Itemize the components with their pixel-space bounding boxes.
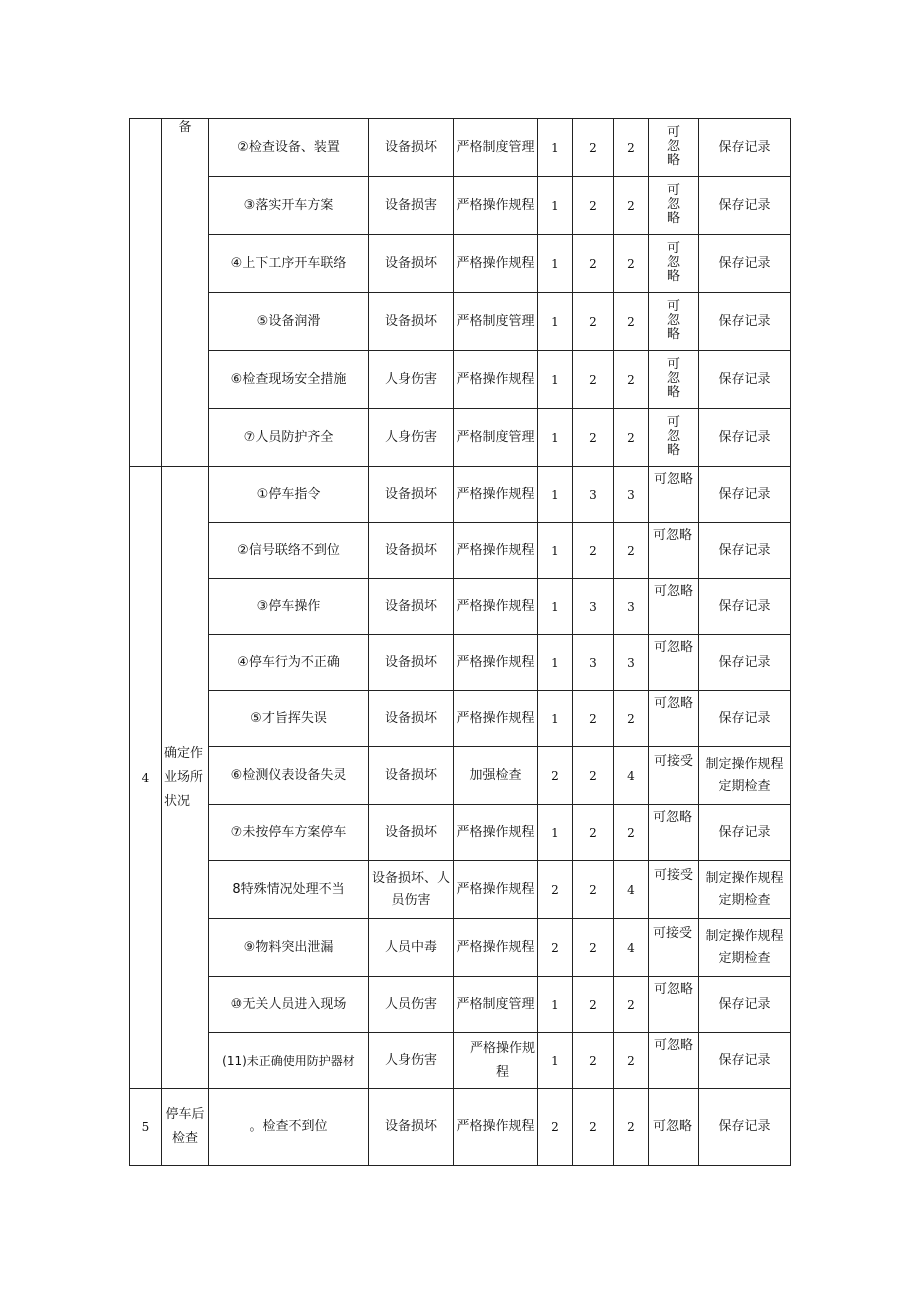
risk-cell: 2 [614, 977, 649, 1033]
no-cell: 5 [130, 1089, 162, 1166]
risk-cell: 2 [614, 1033, 649, 1089]
risk-cell: 2 [614, 119, 649, 177]
likelihood-cell: 1 [538, 119, 573, 177]
severity-cell: 3 [573, 467, 614, 523]
action-cell: 制定操作规程定期检查 [699, 919, 791, 977]
no-cell: 4 [130, 467, 162, 1089]
measure-cell: 严格制度管理 [454, 119, 538, 177]
risk-cell: 2 [614, 351, 649, 409]
consequence-cell: 设备损坏 [369, 235, 454, 293]
likelihood-cell: 1 [538, 635, 573, 691]
action-cell: 保存记录 [699, 409, 791, 467]
step-cell: ④上下工序开车联络 [209, 235, 369, 293]
level-cell: 可忽略 [649, 409, 699, 467]
step-cell: ③停车操作 [209, 579, 369, 635]
severity-cell: 2 [573, 523, 614, 579]
measure-cell: 严格操作规程 [454, 351, 538, 409]
risk-cell: 3 [614, 467, 649, 523]
step-cell: ⑤才旨挥失误 [209, 691, 369, 747]
measure-cell: 严格操作规程 [454, 1033, 538, 1089]
step-cell: (11)未正确使用防护器材 [209, 1033, 369, 1089]
step-cell: ⑩无关人员进入现场 [209, 977, 369, 1033]
risk-cell: 2 [614, 523, 649, 579]
risk-cell: 2 [614, 293, 649, 351]
action-cell: 保存记录 [699, 977, 791, 1033]
action-cell: 保存记录 [699, 467, 791, 523]
severity-cell: 2 [573, 977, 614, 1033]
table-row [130, 119, 791, 177]
severity-cell: 2 [573, 1033, 614, 1089]
consequence-cell: 设备损坏 [369, 747, 454, 805]
risk-cell: 4 [614, 747, 649, 805]
step-cell: ⑦人员防护齐全 [209, 409, 369, 467]
risk-cell: 2 [614, 235, 649, 293]
consequence-cell: 设备损坏 [369, 1089, 454, 1166]
table-row [130, 805, 791, 861]
severity-cell: 3 [573, 635, 614, 691]
table-row [130, 409, 791, 467]
measure-cell: 严格操作规程 [454, 1089, 538, 1166]
severity-cell: 2 [573, 919, 614, 977]
consequence-cell: 设备损坏 [369, 293, 454, 351]
action-cell: 保存记录 [699, 235, 791, 293]
risk-cell: 2 [614, 691, 649, 747]
table-row [130, 691, 791, 747]
level-cell: 可忽略 [649, 977, 699, 1033]
action-cell: 制定操作规程定期检查 [699, 747, 791, 805]
level-cell: 可忽略 [649, 351, 699, 409]
likelihood-cell: 1 [538, 805, 573, 861]
action-cell: 保存记录 [699, 805, 791, 861]
action-cell: 保存记录 [699, 293, 791, 351]
step-cell: ①停车指令 [209, 467, 369, 523]
risk-cell: 2 [614, 805, 649, 861]
level-cell: 可忽略 [649, 635, 699, 691]
action-cell: 保存记录 [699, 1033, 791, 1089]
risk-cell: 4 [614, 919, 649, 977]
severity-cell: 2 [573, 409, 614, 467]
severity-cell: 3 [573, 579, 614, 635]
risk-cell: 3 [614, 635, 649, 691]
level-cell: 可忽略 [649, 1033, 699, 1089]
table-row [130, 579, 791, 635]
action-cell: 保存记录 [699, 177, 791, 235]
step-cell: ⑤设备润滑 [209, 293, 369, 351]
step-cell: ⑥检查现场安全措施 [209, 351, 369, 409]
level-cell: 可接受 [649, 861, 699, 919]
action-cell: 保存记录 [699, 351, 791, 409]
level-cell: 可忽略 [649, 293, 699, 351]
likelihood-cell: 1 [538, 467, 573, 523]
consequence-cell: 设备损坏、人员伤害 [369, 861, 454, 919]
severity-cell: 2 [573, 235, 614, 293]
step-cell: 。检查不到位 [209, 1089, 369, 1166]
table-row [130, 919, 791, 977]
likelihood-cell: 1 [538, 177, 573, 235]
action-cell: 保存记录 [699, 691, 791, 747]
level-cell: 可忽略 [649, 523, 699, 579]
step-cell: ⑨物料突出泄漏 [209, 919, 369, 977]
step-cell: ④停车行为不正确 [209, 635, 369, 691]
table-row [130, 293, 791, 351]
measure-cell: 严格操作规程 [454, 177, 538, 235]
level-cell: 可忽略 [649, 467, 699, 523]
level-cell: 可忽略 [649, 805, 699, 861]
measure-cell: 严格操作规程 [454, 235, 538, 293]
consequence-cell: 设备损坏 [369, 691, 454, 747]
likelihood-cell: 1 [538, 293, 573, 351]
likelihood-cell: 2 [538, 1089, 573, 1166]
likelihood-cell: 1 [538, 579, 573, 635]
likelihood-cell: 2 [538, 919, 573, 977]
level-cell: 可接受 [649, 919, 699, 977]
severity-cell: 2 [573, 805, 614, 861]
step-cell: ⑥检测仪表设备失灵 [209, 747, 369, 805]
measure-cell: 严格制度管理 [454, 293, 538, 351]
step-cell: ③落实开车方案 [209, 177, 369, 235]
likelihood-cell: 1 [538, 1033, 573, 1089]
level-cell: 可忽略 [649, 579, 699, 635]
measure-cell: 严格操作规程 [454, 523, 538, 579]
table-row [130, 1033, 791, 1089]
risk-cell: 4 [614, 861, 649, 919]
consequence-cell: 人身伤害 [369, 351, 454, 409]
step-cell: ⑦未按停车方案停车 [209, 805, 369, 861]
table-row [130, 177, 791, 235]
stage-cell: 备 [162, 119, 209, 467]
measure-cell: 加强检查 [454, 747, 538, 805]
step-cell: 8特殊情况处理不当 [209, 861, 369, 919]
severity-cell: 2 [573, 1089, 614, 1166]
action-cell: 保存记录 [699, 523, 791, 579]
consequence-cell: 设备损害 [369, 177, 454, 235]
action-cell: 保存记录 [699, 635, 791, 691]
table-row [130, 977, 791, 1033]
level-cell: 可忽略 [649, 177, 699, 235]
level-cell: 可忽略 [649, 691, 699, 747]
consequence-cell: 人身伤害 [369, 1033, 454, 1089]
step-cell: ②信号联络不到位 [209, 523, 369, 579]
measure-cell: 严格制度管理 [454, 409, 538, 467]
table-row [130, 523, 791, 579]
table-row [130, 747, 791, 805]
level-cell: 可忽略 [649, 235, 699, 293]
consequence-cell: 人员中毒 [369, 919, 454, 977]
measure-cell: 严格操作规程 [454, 467, 538, 523]
measure-cell: 严格制度管理 [454, 977, 538, 1033]
risk-cell: 2 [614, 409, 649, 467]
likelihood-cell: 2 [538, 861, 573, 919]
measure-cell: 严格操作规程 [454, 861, 538, 919]
likelihood-cell: 1 [538, 977, 573, 1033]
measure-cell: 严格操作规程 [454, 805, 538, 861]
measure-cell: 严格操作规程 [454, 919, 538, 977]
consequence-cell: 设备损坏 [369, 579, 454, 635]
severity-cell: 2 [573, 351, 614, 409]
table-row [130, 1089, 791, 1166]
table-row [130, 351, 791, 409]
severity-cell: 2 [573, 747, 614, 805]
severity-cell: 2 [573, 119, 614, 177]
risk-assessment-table [129, 118, 791, 1166]
consequence-cell: 人员伤害 [369, 977, 454, 1033]
consequence-cell: 设备损坏 [369, 635, 454, 691]
likelihood-cell: 1 [538, 409, 573, 467]
risk-cell: 3 [614, 579, 649, 635]
level-cell: 可忽略 [649, 1089, 699, 1166]
stage-cell: 停车后检查 [162, 1089, 209, 1166]
likelihood-cell: 1 [538, 351, 573, 409]
level-cell: 可忽略 [649, 119, 699, 177]
table-row [130, 635, 791, 691]
likelihood-cell: 1 [538, 691, 573, 747]
level-cell: 可接受 [649, 747, 699, 805]
consequence-cell: 设备损坏 [369, 119, 454, 177]
stage-cell: 确定作业场所状况 [162, 467, 209, 1089]
consequence-cell: 设备损坏 [369, 805, 454, 861]
no-cell [130, 119, 162, 467]
severity-cell: 2 [573, 293, 614, 351]
action-cell: 保存记录 [699, 119, 791, 177]
risk-cell: 2 [614, 1089, 649, 1166]
action-cell: 保存记录 [699, 1089, 791, 1166]
table-row [130, 235, 791, 293]
measure-cell: 严格操作规程 [454, 691, 538, 747]
severity-cell: 2 [573, 691, 614, 747]
risk-cell: 2 [614, 177, 649, 235]
severity-cell: 2 [573, 177, 614, 235]
consequence-cell: 设备损坏 [369, 467, 454, 523]
action-cell: 保存记录 [699, 579, 791, 635]
action-cell: 制定操作规程定期检查 [699, 861, 791, 919]
table-row [130, 467, 791, 523]
table-row [130, 861, 791, 919]
likelihood-cell: 2 [538, 747, 573, 805]
consequence-cell: 设备损坏 [369, 523, 454, 579]
consequence-cell: 人身伤害 [369, 409, 454, 467]
likelihood-cell: 1 [538, 235, 573, 293]
measure-cell: 严格操作规程 [454, 579, 538, 635]
step-cell: ②检查设备、装置 [209, 119, 369, 177]
measure-cell: 严格操作规程 [454, 635, 538, 691]
likelihood-cell: 1 [538, 523, 573, 579]
severity-cell: 2 [573, 861, 614, 919]
